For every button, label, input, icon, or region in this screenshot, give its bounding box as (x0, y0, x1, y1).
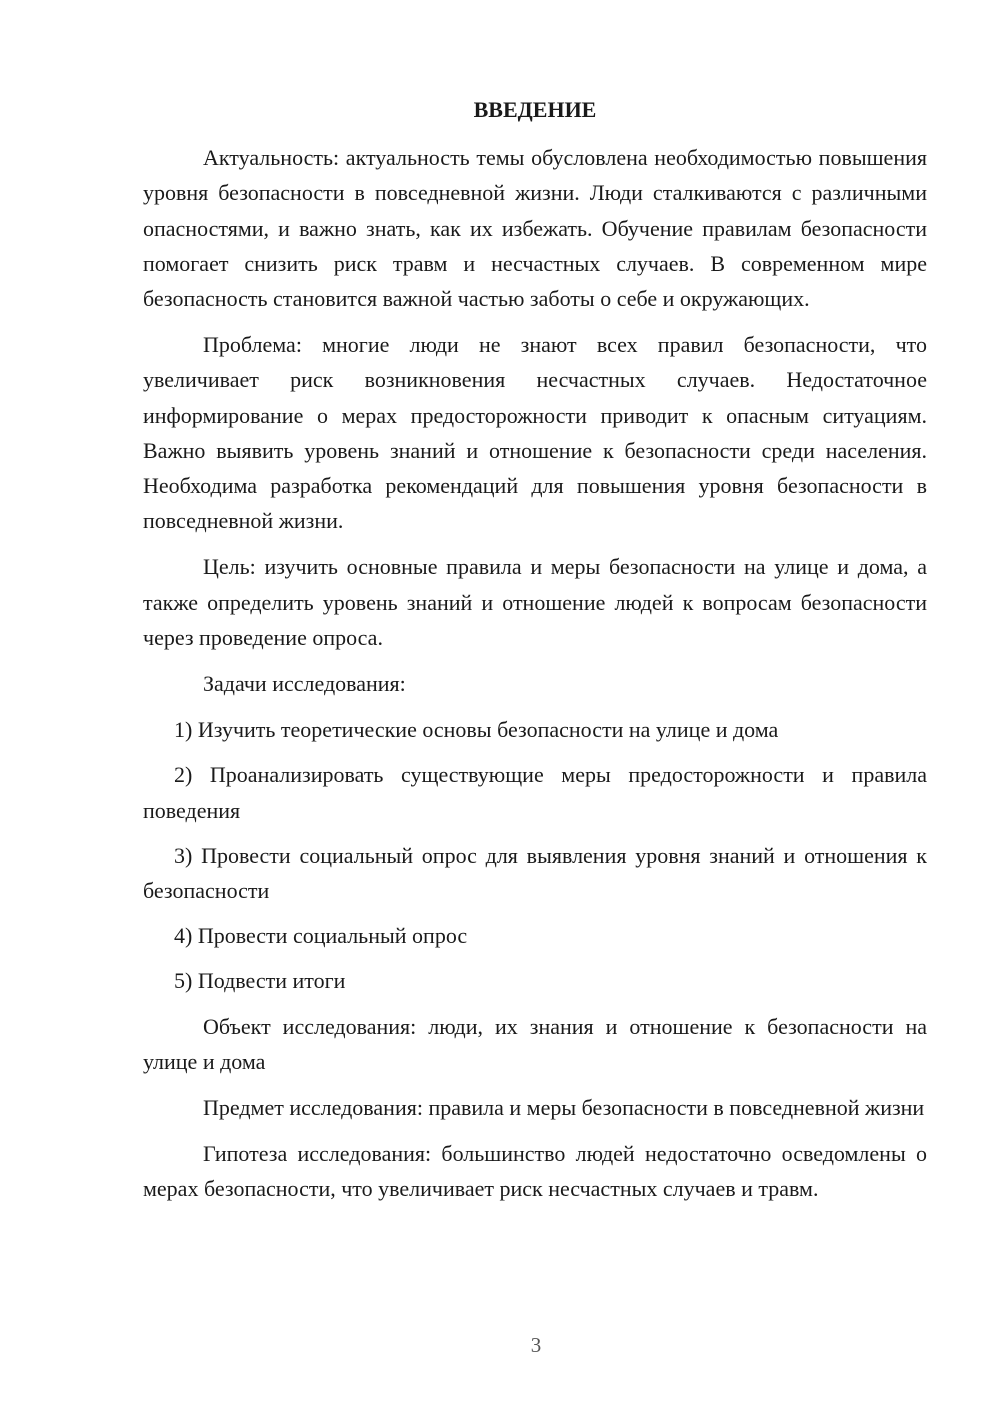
tasks-list (143, 712, 927, 998)
task-item-1: 1) Изучить теоретические основы безопасности на улице и дома (174, 717, 779, 743)
tasks-heading: Задачи исследования: (203, 671, 406, 697)
task-item-2: 2) Проанализировать существующие меры предосторожности и правила поведения (143, 762, 927, 823)
task-item-4: 4) Провести социальный опрос (174, 923, 468, 949)
problem-paragraph: Проблема: многие люди не знают всех правил безопасности, что увеличивает риск возникновения несчастных случаев. Недостаточное информирование о мерах предосторожности приводит к опасным ситуациям. Важно выявить уровень знаний и отношение к безопасности среди населения. Необходима разработка рекомендаций для повышения уровня безопасности в повседневной жизни. (143, 332, 927, 534)
relevance-paragraph: Актуальность: актуальность темы обусловлена необходимостью повышения уровня безопасности в повседневной жизни. Люди сталкиваются с различными опасностями, и важно знать, как их избежать. Обучение правилам безопасности помогает снизить риск травм и несчастных случаев. В современном мире безопасность становится важной частью заботы о себе и окружающих. (143, 145, 927, 312)
subject-paragraph: Предмет исследования: правила и меры безопасности в повседневной жизни (203, 1095, 925, 1121)
page-title: ВВЕДЕНИЕ (473, 97, 597, 122)
document-page (143, 92, 927, 1218)
page-number: 3 (530, 1333, 542, 1357)
hypothesis-paragraph: Гипотеза исследования: большинство людей недостаточно осведомлены о мерах безопасности, что увеличивает риск несчастных случаев и травм. (143, 1141, 927, 1202)
task-item-3: 3) Провести социальный опрос для выявления уровня знаний и отношения к безопасности (143, 842, 927, 904)
object-paragraph: Объект исследования: люди, их знания и отношение к безопасности на улице и дома (143, 1013, 927, 1074)
goal-paragraph: Цель: изучить основные правила и меры безопасности на улице и дома, а также определить уровень знаний и отношение людей к вопросам безопасности через проведение опроса. (143, 554, 927, 650)
task-item-5: 5) Подвести итоги (174, 968, 346, 994)
